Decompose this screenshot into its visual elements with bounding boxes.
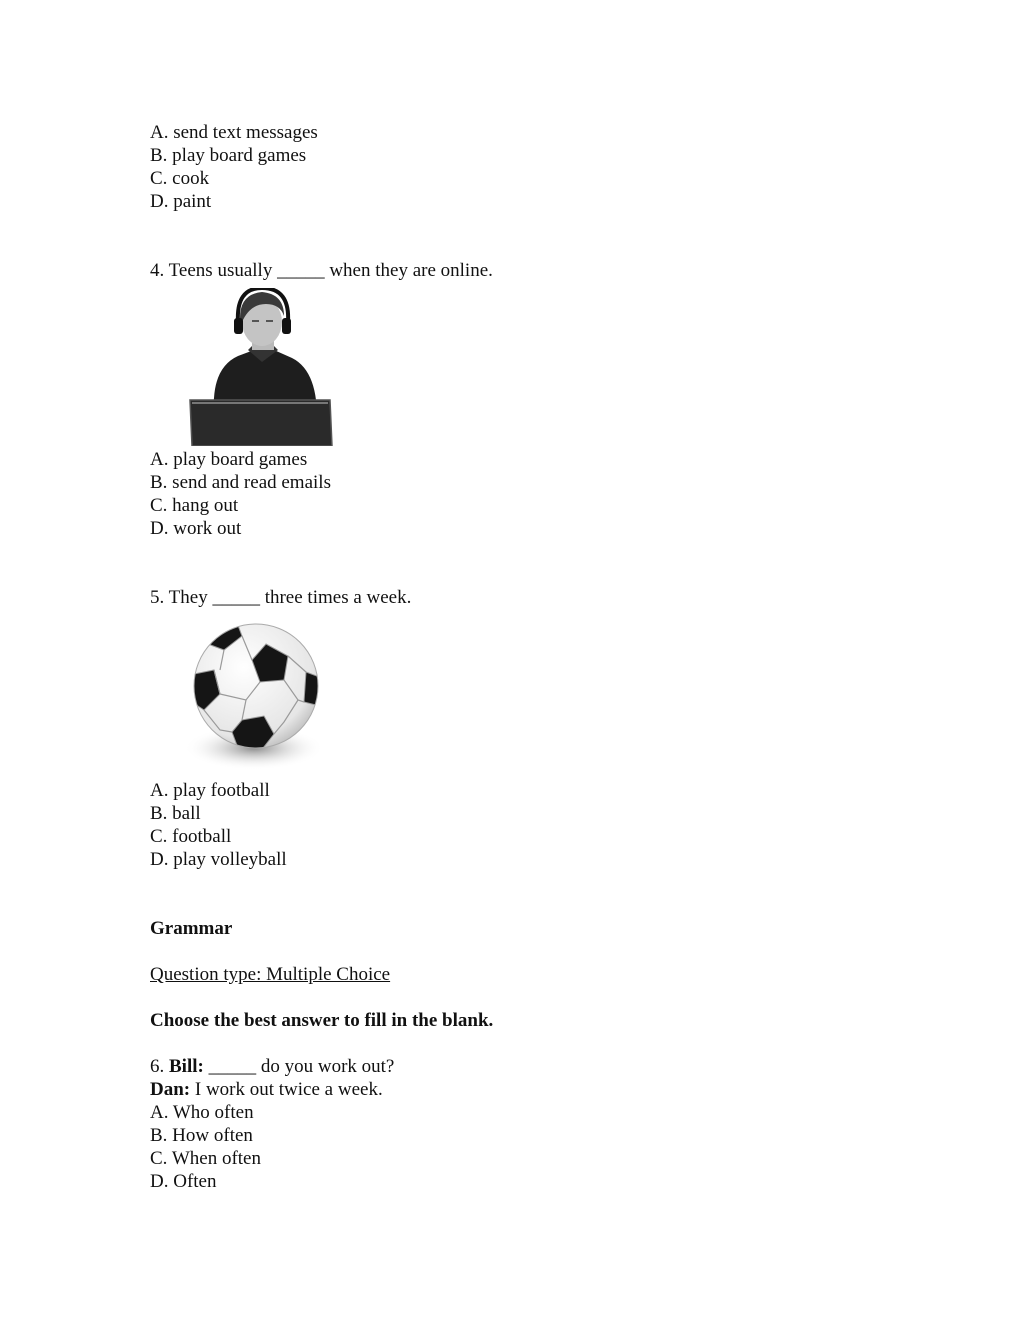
q6-number: 6. [150, 1056, 165, 1077]
q6-line2: I work out twice a week. [194, 1079, 383, 1100]
q4-question: 4. Teens usually _____ when they are online. [150, 260, 493, 281]
q6-question-line [150, 1055, 394, 1078]
q4-option-c: C. hang out [150, 495, 239, 516]
soccer-ball-photo-icon [180, 616, 326, 772]
q3-option-d: D. paint [150, 191, 212, 212]
q3-option-a: A. send text messages [150, 122, 318, 143]
q6-option-b: B. How often [150, 1125, 253, 1146]
grammar-instruction: Choose the best answer to fill in the blank. [150, 1010, 494, 1031]
q6-speaker-dan: Dan: [150, 1079, 191, 1100]
q6-answer-line [150, 1078, 383, 1101]
q4-option-a: A. play board games [150, 449, 308, 470]
q5-question: 5. They _____ three times a week. [150, 587, 412, 608]
q4-option-b: B. send and read emails [150, 472, 331, 493]
q5-option-b: B. ball [150, 803, 201, 824]
q6-line1: _____ do you work out? [208, 1056, 395, 1077]
q5-option-d: D. play volleyball [150, 849, 287, 870]
boy-laptop-photo-icon [186, 288, 338, 446]
q5-option-a: A. play football [150, 780, 270, 801]
q6-option-d: D. Often [150, 1171, 217, 1192]
q3-option-b: B. play board games [150, 145, 307, 166]
q5-option-c: C. football [150, 826, 232, 847]
q6-option-c: C. When often [150, 1148, 261, 1169]
question-type-label: Question type: Multiple Choice [150, 964, 391, 985]
grammar-heading: Grammar [150, 918, 233, 939]
q4-option-d: D. work out [150, 518, 242, 539]
q6-option-a: A. Who often [150, 1102, 254, 1123]
q3-option-c: C. cook [150, 168, 210, 189]
q6-speaker-bill: Bill: [169, 1056, 204, 1077]
